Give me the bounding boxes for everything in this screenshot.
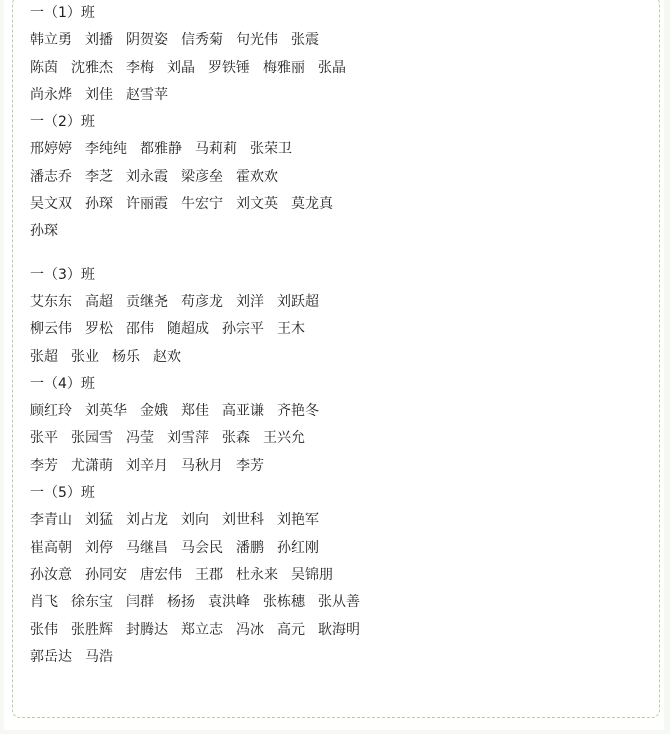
student-name: 莫龙真: [291, 196, 333, 213]
student-name: 孙同安: [85, 566, 127, 583]
student-name: 刘雪萍: [167, 430, 209, 447]
name-row: [30, 316, 650, 343]
student-name: 赵雪苹: [126, 86, 168, 103]
student-name: 柳云伟: [30, 321, 72, 338]
name-row: [30, 191, 650, 218]
student-name: 句光伟: [236, 32, 278, 49]
name-row: [30, 164, 650, 191]
student-name: 张从善: [318, 594, 360, 611]
student-name: 韩立勇: [30, 32, 72, 49]
student-name: 冯冰: [236, 621, 264, 638]
class-title: 一（5）班: [30, 485, 95, 502]
name-row: [30, 589, 650, 616]
student-name: 耿海明: [318, 621, 360, 638]
class-title: 一（3）班: [30, 266, 95, 283]
student-name: 崔高朝: [30, 539, 72, 556]
student-name: 尤潇萌: [71, 457, 113, 474]
student-name: 霍欢欢: [236, 168, 278, 185]
student-name: 许丽霞: [126, 196, 168, 213]
student-name: 马继昌: [126, 539, 168, 556]
student-name: 李纯纯: [85, 141, 127, 158]
student-name: 张森: [222, 430, 250, 447]
student-name: 冯莹: [126, 430, 154, 447]
student-name: 张栋穗: [263, 594, 305, 611]
name-row: [30, 644, 650, 671]
student-name: 沈雅杰: [71, 59, 113, 76]
student-name: 刘向: [181, 512, 209, 529]
student-name: 肖飞: [30, 594, 58, 611]
student-name: 杨扬: [167, 594, 195, 611]
student-name: 郭岳达: [30, 648, 72, 665]
student-name: 牛宏宁: [181, 196, 223, 213]
name-row: [30, 425, 650, 452]
student-name: 唐宏伟: [140, 566, 182, 583]
student-name: 贡继尧: [126, 293, 168, 310]
student-name: 刘佳: [85, 86, 113, 103]
student-name: 刘跃超: [277, 293, 319, 310]
student-name: 信秀菊: [181, 32, 223, 49]
student-name: 尚永烨: [30, 86, 72, 103]
student-name: 刘停: [85, 539, 113, 556]
student-name: 马会民: [181, 539, 223, 556]
content-panel: [4, 0, 664, 730]
name-row: [30, 562, 650, 589]
student-name: 苟彦龙: [181, 293, 223, 310]
name-row: [30, 27, 650, 54]
student-name: 孙汝意: [30, 566, 72, 583]
student-name: 闫群: [126, 594, 154, 611]
student-name: 金娥: [140, 403, 168, 420]
student-name: 杜永来: [236, 566, 278, 583]
student-name: 罗松: [85, 321, 113, 338]
student-name: 刘辛月: [126, 457, 168, 474]
student-name: 邵伟: [126, 321, 154, 338]
student-name: 顾红玲: [30, 403, 72, 420]
name-row: [30, 344, 650, 371]
student-name: 潘鹏: [236, 539, 264, 556]
student-name: 李芝: [85, 168, 113, 185]
student-name: 高超: [85, 293, 113, 310]
student-name: 张晶: [318, 59, 346, 76]
student-name: 齐艳冬: [277, 403, 319, 420]
name-row: [30, 289, 650, 316]
name-row: [30, 218, 650, 245]
student-name: 郑佳: [181, 403, 209, 420]
student-name: 阴贺姿: [126, 32, 168, 49]
student-name: 杨乐: [112, 348, 140, 365]
student-name: 刘晶: [167, 59, 195, 76]
student-name: 封腾达: [126, 621, 168, 638]
class-title: 一（1）班: [30, 5, 95, 21]
name-row: [30, 535, 650, 562]
student-name: 吴文双: [30, 196, 72, 213]
student-name: 张伟: [30, 621, 58, 638]
student-name: 潘志乔: [30, 168, 72, 185]
student-name: 刘艳军: [277, 512, 319, 529]
student-name: 孙琛: [30, 223, 58, 240]
student-name: 张震: [291, 32, 319, 49]
student-name: 徐东宝: [71, 594, 113, 611]
student-name: 张园雪: [71, 430, 113, 447]
name-row: [30, 617, 650, 644]
student-name: 孙宗平: [222, 321, 264, 338]
student-name: 张平: [30, 430, 58, 447]
name-row: [30, 507, 650, 534]
student-name: 李芳: [30, 457, 58, 474]
student-name: 王木: [277, 321, 305, 338]
class-title: 一（2）班: [30, 114, 95, 131]
student-name: 刘文英: [236, 196, 278, 213]
student-name: 艾东东: [30, 293, 72, 310]
student-name: 刘占龙: [126, 512, 168, 529]
student-name: 刘猛: [85, 512, 113, 529]
student-name: 马浩: [85, 648, 113, 665]
student-name: 刘播: [85, 32, 113, 49]
student-name: 张胜辉: [71, 621, 113, 638]
name-row: [30, 398, 650, 425]
student-name: 李芳: [236, 457, 264, 474]
student-name: 吴锦朋: [291, 566, 333, 583]
class-title: 一（4）班: [30, 375, 95, 392]
student-name: 孙琛: [85, 196, 113, 213]
student-name: 王兴允: [263, 430, 305, 447]
student-name: 刘英华: [85, 403, 127, 420]
student-name: 随超成: [167, 321, 209, 338]
student-name: 刘永霞: [126, 168, 168, 185]
student-name: 高亚谦: [222, 403, 264, 420]
name-row: [30, 453, 650, 480]
name-row: [30, 136, 650, 163]
student-name: 梅雅丽: [263, 59, 305, 76]
student-name: 梁彦垒: [181, 168, 223, 185]
name-row: [30, 55, 650, 82]
section-spacer: [30, 246, 650, 262]
student-name: 都雅静: [140, 141, 182, 158]
student-name: 刘洋: [236, 293, 264, 310]
student-name: 李梅: [126, 59, 154, 76]
student-name: 郑立志: [181, 621, 223, 638]
student-name: 赵欢: [153, 348, 181, 365]
class-roster: [30, 0, 650, 671]
student-name: 袁洪峰: [208, 594, 250, 611]
student-name: 罗铁锤: [208, 59, 250, 76]
student-name: 马秋月: [181, 457, 223, 474]
student-name: 刘世科: [222, 512, 264, 529]
name-row: [30, 82, 650, 109]
student-name: 马莉莉: [195, 141, 237, 158]
student-name: 张业: [71, 348, 99, 365]
student-name: 陈茵: [30, 59, 58, 76]
student-name: 高元: [277, 621, 305, 638]
student-name: 张荣卫: [250, 141, 292, 158]
student-name: 李青山: [30, 512, 72, 529]
student-name: 张超: [30, 348, 58, 365]
student-name: 邢婷婷: [30, 141, 72, 158]
student-name: 王郡: [195, 566, 223, 583]
student-name: 孙红刚: [277, 539, 319, 556]
